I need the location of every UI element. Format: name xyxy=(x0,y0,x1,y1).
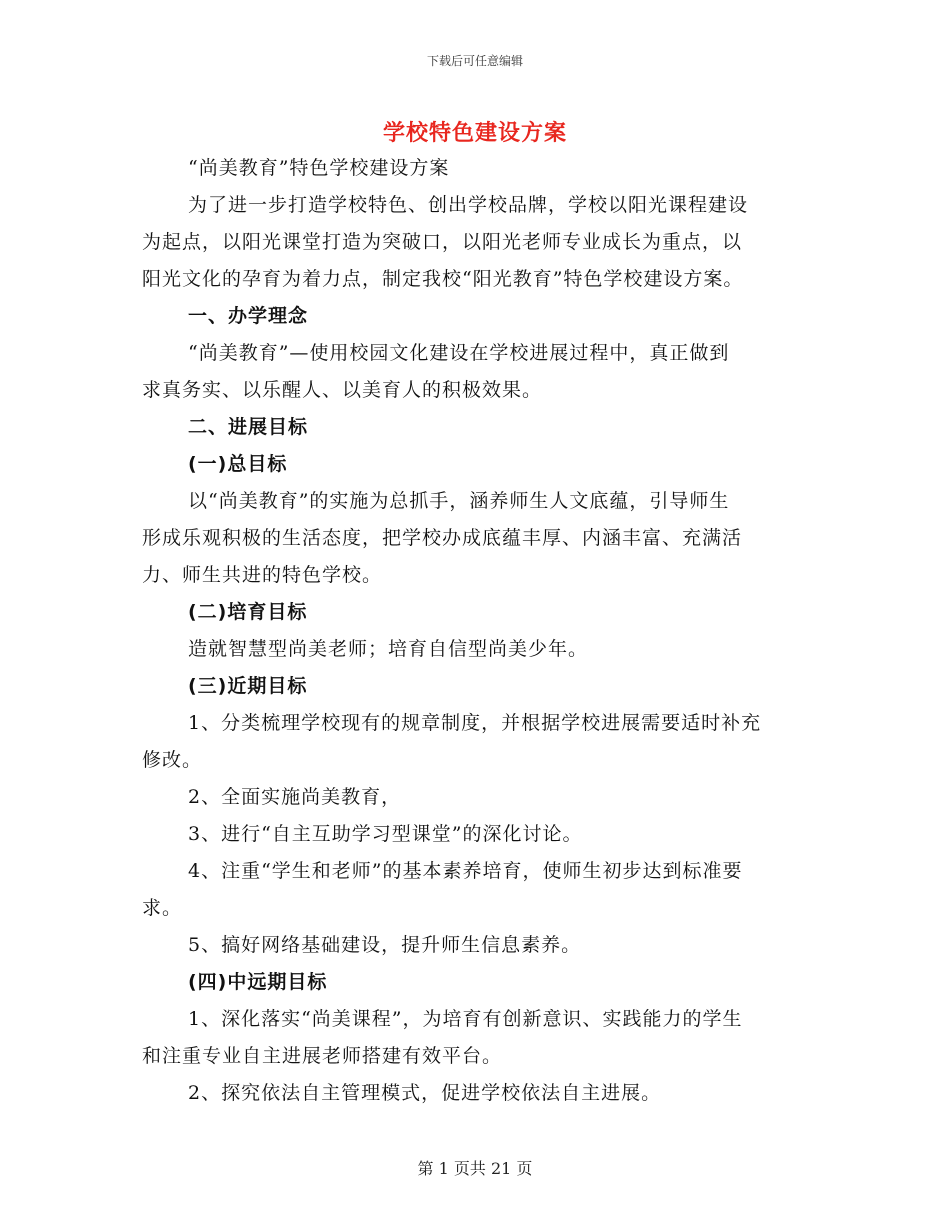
paragraph-line: 阳光文化的孕育为着力点，制定我校“阳光教育”特色学校建设方案。 xyxy=(142,268,744,290)
page-footer: 第 1 页共 21 页 xyxy=(417,1159,533,1178)
paragraph-line: “尚美教育”特色学校建设方案 xyxy=(188,157,450,179)
list-item-line: 2、探究依法自主管理模式，促进学校依法自主进展。 xyxy=(188,1082,662,1104)
list-item-line: 3、进行“自主互助学习型课堂”的深化讨论。 xyxy=(188,823,583,845)
subsection-heading: (三)近期目标 xyxy=(188,675,308,697)
list-item-line: 1、分类梳理学校现有的规章制度，并根据学校进展需要适时补充 xyxy=(188,712,762,734)
subsection-heading: (一)总目标 xyxy=(188,453,288,475)
paragraph-line: “尚美教育”—使用校园文化建设在学校进展过程中，真正做到 xyxy=(188,342,730,364)
paragraph-line: 求真务实、以乐醒人、以美育人的积极效果。 xyxy=(142,379,543,401)
paragraph-line: 为了进一步打造学校特色、创出学校品牌，学校以阳光课程建设 xyxy=(188,194,749,216)
paragraph-line: 以“尚美教育”的实施为总抓手，涵养师生人文底蕴，引导师生 xyxy=(188,490,730,512)
list-item-line: 1、深化落实“尚美课程”，为培育有创新意识、实践能力的学生 xyxy=(188,1008,743,1030)
list-item-line: 和注重专业自主进展老师搭建有效平台。 xyxy=(142,1045,503,1067)
paragraph-line: 形成乐观积极的生活态度，把学校办成底蕴丰厚、内涵丰富、充满活 xyxy=(142,527,743,549)
paragraph-line: 力、师生共进的特色学校。 xyxy=(142,564,383,586)
subsection-heading: (四)中远期目标 xyxy=(188,971,328,993)
list-item-line: 求。 xyxy=(142,897,183,919)
document-title: 学校特色建设方案 xyxy=(382,121,567,146)
section-heading: 一、办学理念 xyxy=(188,305,309,327)
paragraph-line: 为起点，以阳光课堂打造为突破口，以阳光老师专业成长为重点，以 xyxy=(142,231,743,253)
list-item-line: 5、搞好网络基础建设，提升师生信息素养。 xyxy=(188,934,582,956)
list-item-line: 2、全面实施尚美教育， xyxy=(188,786,402,808)
list-item-line: 4、注重“学生和老师”的基本素养培育，使师生初步达到标准要 xyxy=(188,860,743,882)
document-body xyxy=(142,150,812,1112)
subsection-heading: (二)培育目标 xyxy=(188,601,308,623)
list-item-line: 修改。 xyxy=(142,749,203,771)
section-heading: 二、进展目标 xyxy=(188,416,309,438)
header-note: 下载后可任意编辑 xyxy=(426,54,523,68)
paragraph-line: 造就智慧型尚美老师；培育自信型尚美少年。 xyxy=(188,638,589,660)
